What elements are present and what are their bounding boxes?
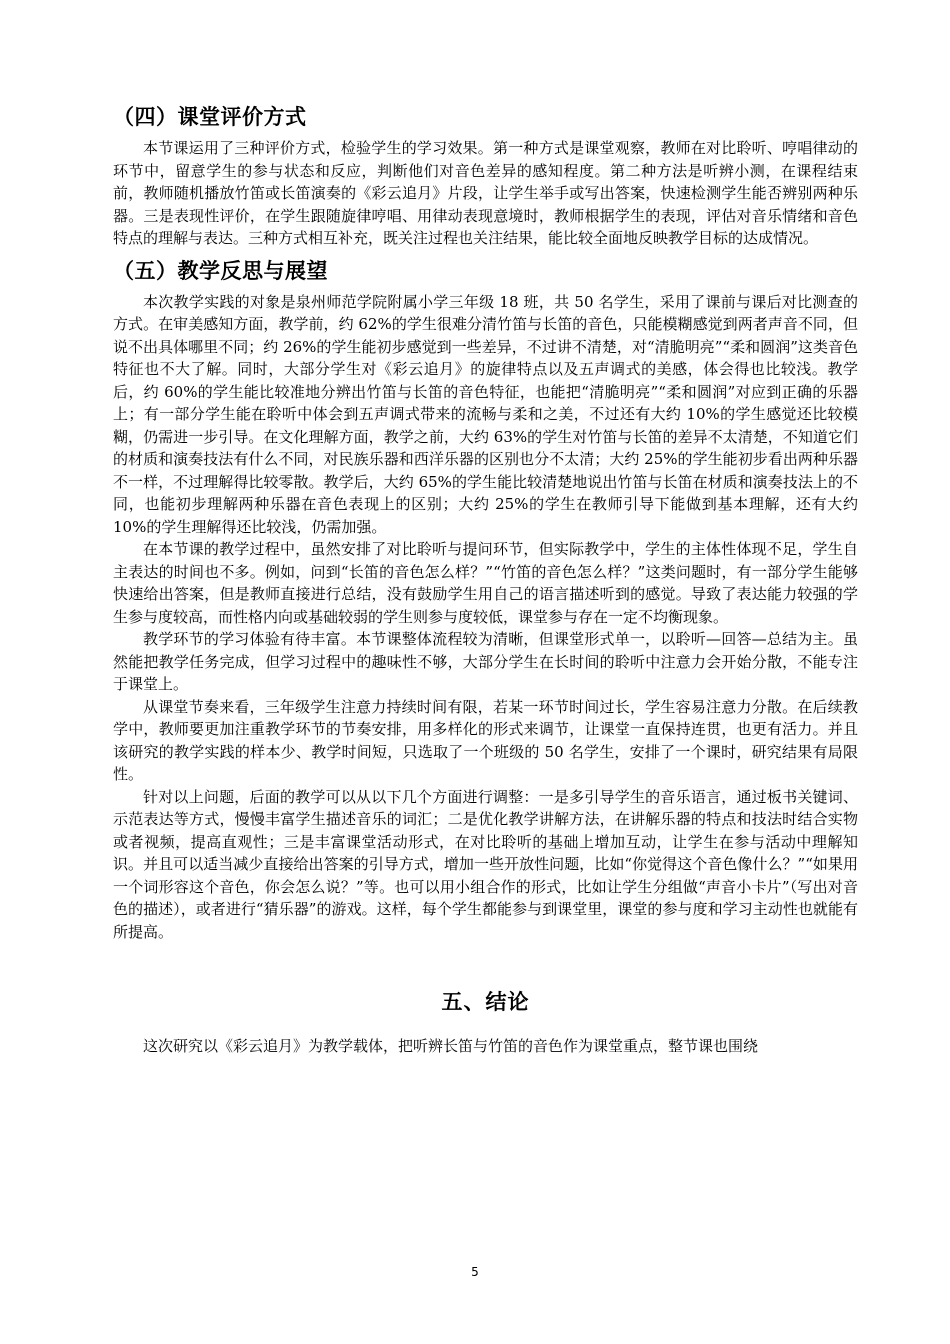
page-number: 5 xyxy=(471,1265,479,1279)
page-content xyxy=(113,100,858,1058)
section-heading-evaluation: （四）课堂评价方式 xyxy=(113,105,307,129)
paragraph-class-rhythm: 从课堂节奏来看，三年级学生注意力持续时间有限，若某一环节时间过长，学生容易注意力分散。在后续教学中，教师要更加注重教学环节的节奏安排，用多样化的形式来调节，让课堂一直保持连贯，也更有活力。并且该研究的教学实践的样本少、教学时间短，只选取了一个班级的 50 名学生，安排了一个课时，研究结果有局限性。 xyxy=(113,697,858,783)
section-heading-reflection: （五）教学反思与展望 xyxy=(113,258,328,283)
paragraph-learning-experience: 教学环节的学习体验有待丰富。本节课整体流程较为清晰，但课堂形式单一，以聆听—回答—总结为主。虽然能把教学任务完成，但学习过程中的趣味性不够，大部分学生在长时间的聆听中注意力会开始分散，不能专注于课堂上。 xyxy=(113,630,858,693)
paragraph-student-participation: 在本节课的教学过程中，虽然安排了对比聆听与提问环节，但实际教学中，学生的主体性体现不足，学生自主表达的时间也不多。例如，问到“长笛的音色怎么样？”“竹笛的音色怎么样？”这类问题时，有一部分学生能够快速给出答案，但是教师直接进行总结，没有鼓励学生用自己的语言描述听到的感觉。导致了表达能力较强的学生参与度较高，而性格内向或基础较弱的学生则参与度较低，课堂参与存在一定不均衡现象。 xyxy=(113,540,858,626)
paragraph-teaching-practice-results: 本次教学实践的对象是泉州师范学院附属小学三年级 18 班，共 50 名学生，采用了课前与课后对比测查的方式。在审美感知方面，教学前，约 62%的学生很难分清竹笛与长笛的音色，只能模糊感觉到两者声音不同，但说不出具体哪里不同；约 26%的学生能初步感觉到一些差异，不过讲不清楚，对“清脆明亮”“柔和圆润”这类音色特征也不大了解。同时，大部分学生对《彩云追月》的旋律特点以及五声调式的美感，体会得也比较浅。教学后，约 60%的学生能比较准地分辨出竹笛与长笛的音色特征，也能把“清脆明亮”“柔和圆润”对应到正确的乐器上；有一部分学生能在聆听中体会到五声调式带来的流畅与柔和之美，不过还有大约 10%的学生感觉还比较模糊，仍需进一步引导。在文化理解方面，教学之前，大约 63%的学生对竹笛与长笛的差异不太清楚，不知道它们的材质和演奏技法有什么不同，对民族乐器和西洋乐器的区别也分不太清；大约 25%的学生能初步看出两种乐器不一样，不过理解得比较零散。教学后，大约 65%的学生能比较清楚地说出竹笛与长笛在材质和演奏技法上的不同，也能初步理解两种乐器在音色表现上的区别；大约 25%的学生在教师引导下能做到基本理解，还有大约 10%的学生理解得还比较浅，仍需加强。 xyxy=(113,292,858,536)
paragraph-evaluation-methods: 本节课运用了三种评价方式，检验学生的学习效果。第一种方式是课堂观察，教师在对比聆听、哼唱律动的环节中，留意学生的参与状态和反应，判断他们对音色差异的感知程度。第二种方法是听辨小测，在课程结束前，教师随机播放竹笛或长笛演奏的《彩云追月》片段，让学生举手或写出答案，快速检测学生能否辨别两种乐器。三是表现性评价，在学生跟随旋律哼唱、用律动表现意境时，教师根据学生的表现，评估对音乐情绪和音色特点的理解与表达。三种方式相互补充，既关注过程也关注结果，能比较全面地反映教学目标的达成情况。 xyxy=(113,139,858,247)
chapter-heading-conclusion: 五、结论 xyxy=(441,990,530,1014)
paragraph-improvements: 针对以上问题，后面的教学可以从以下几个方面进行调整：一是多引导学生的音乐语言，通过板书关键词、示范表达等方式，慢慢丰富学生描述音乐的词汇；二是优化教学讲解方法，在讲解乐器的特点和技法时结合实物或者视频，提高直观性；三是丰富课堂活动形式，在对比聆听的基础上增加互动，让学生在参与活动中理解知识。并且可以适当减少直接给出答案的引导方式，增加一些开放性问题，比如“你觉得这个音色像什么？”“如果用一个词形容这个音色，你会怎么说？”等。也可以用小组合作的形式，比如让学生分组做“声音小卡片”（写出对音色的描述），或者进行“猜乐器”的游戏。这样，每个学生都能参与到课堂里，课堂的参与度和学习主动性也就能有所提高。 xyxy=(113,787,858,941)
paragraph-conclusion-intro: 这次研究以《彩云追月》为教学载体，把听辨长笛与竹笛的音色作为课堂重点，整节课也围绕 xyxy=(143,1037,759,1055)
